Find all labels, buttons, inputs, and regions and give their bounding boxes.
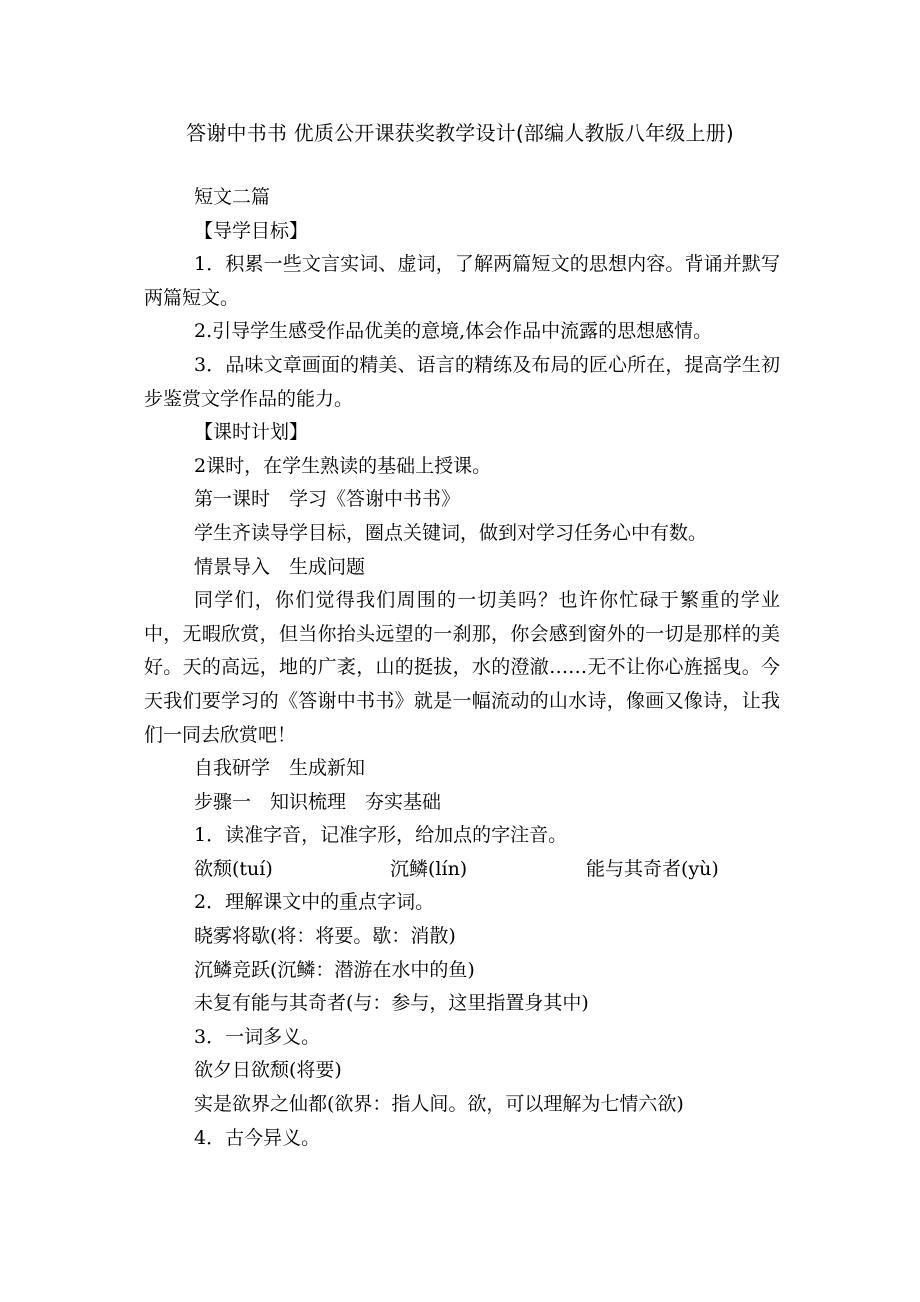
- paragraph: 实是欲界之仙都(欲界：指人间。欲，可以理解为七情六欲): [194, 1093, 684, 1116]
- paragraph: 情景导入 生成问题: [194, 555, 366, 578]
- paragraph: 学生齐读导学目标，圈点关键词，做到对学习任务心中有数。: [194, 521, 708, 544]
- section-heading: 【导学目标】: [194, 219, 309, 242]
- paragraph: 3．一词多义。: [194, 1025, 321, 1048]
- paragraph: 2.引导学生感受作品优美的意境,体会作品中流露的思想感情。: [194, 320, 713, 343]
- paragraph: 欲夕日欲颓(将要): [194, 1059, 342, 1082]
- paragraph: 自我研学 生成新知: [194, 757, 366, 780]
- pinyin-item: 沉鳞(lín): [390, 857, 468, 880]
- paragraph: 晓雾将歇(将：将要。歇：消散): [194, 925, 456, 948]
- paragraph: 未复有能与其奇者(与：参与，这里指置身其中): [194, 992, 589, 1015]
- paragraph: 同学们，你们觉得我们周围的一切美吗？也许你忙碌于繁重的学业中，无暇欣赏，但当你抬头远望的一刹那，你会感到窗外的一切是那样的美好。天的高远，地的广袤，山的挺拔，水的澄澈……无不让你心旌摇曳。今天我们要学习的《答谢中书书》就是一幅流动的山水诗，像画又像诗，让我们一同去欣赏吧！: [144, 589, 780, 746]
- paragraph: 沉鳞竞跃(沉鳞：潜游在水中的鱼): [194, 958, 475, 981]
- paragraph: 短文二篇: [194, 186, 271, 208]
- paragraph: 步骤一 知识梳理 夯实基础: [194, 790, 442, 813]
- document-title: 答谢中书书 优质公开课获奖教学设计(部编人教版八年级上册): [186, 121, 734, 145]
- pinyin-row: [144, 853, 780, 887]
- section-heading: 【课时计划】: [194, 421, 309, 444]
- paragraph: 2课时，在学生熟读的基础上授课。: [194, 454, 492, 477]
- paragraph: 2．理解课文中的重点字词。: [194, 891, 435, 914]
- pinyin-item: 欲颓(tuí): [194, 857, 273, 880]
- paragraph: 1．读准字音，记准字形，给加点的字注音。: [194, 824, 568, 847]
- paragraph: 1．积累一些文言实词、虚词，了解两篇短文的思想内容。背诵并默写两篇短文。: [144, 253, 780, 309]
- paragraph: 4．古今异义。: [194, 1126, 321, 1149]
- pinyin-item: 能与其奇者(yù): [586, 857, 719, 880]
- document-body: [144, 181, 780, 1155]
- paragraph: 3．品味文章画面的精美、语言的精练及布局的匠心所在，提高学生初步鉴赏文学作品的能力。: [144, 353, 780, 410]
- paragraph: 第一课时 学习《答谢中书书》: [194, 488, 461, 511]
